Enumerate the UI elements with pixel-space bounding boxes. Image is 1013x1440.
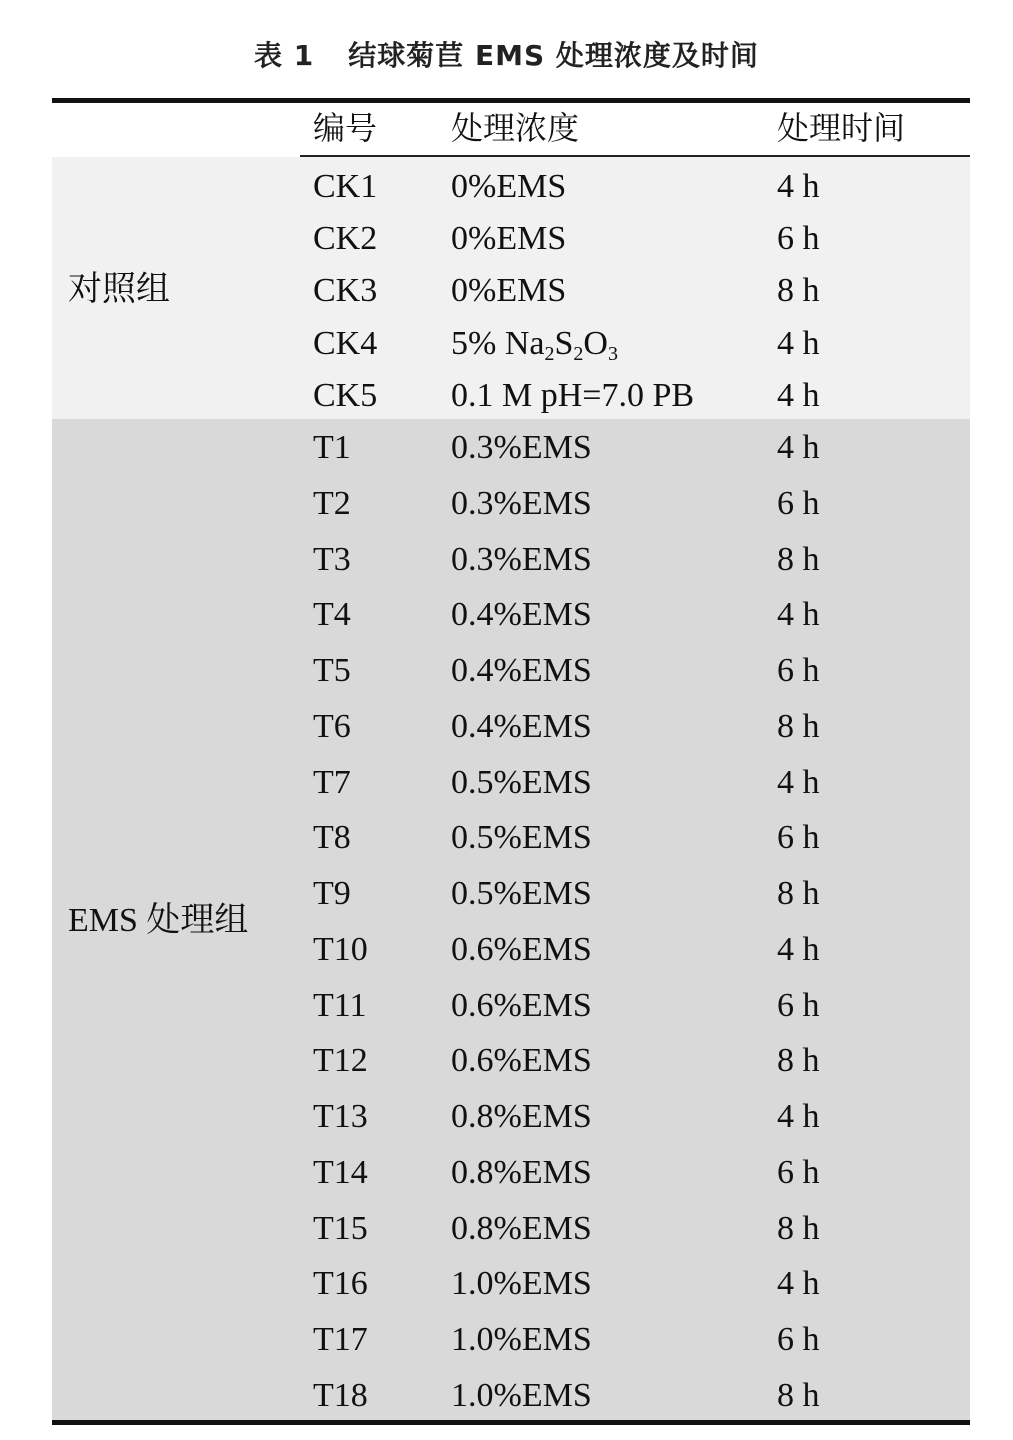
header-concentration: 处理浓度: [451, 109, 580, 147]
row-time: 8 h: [777, 708, 820, 745]
row-id: CK1: [313, 168, 378, 205]
row-id: T8: [313, 819, 351, 856]
row-time: 4 h: [777, 429, 820, 466]
row-id: T17: [313, 1321, 368, 1358]
row-concentration: 0.6%EMS: [451, 987, 592, 1024]
header-id: 编号: [313, 109, 378, 147]
row-time: 4 h: [777, 325, 820, 362]
row-id: T10: [313, 931, 368, 968]
row-time: 4 h: [777, 931, 820, 968]
row-time: 6 h: [777, 987, 820, 1024]
row-time: 6 h: [777, 485, 820, 522]
row-time: 8 h: [777, 541, 820, 578]
row-concentration: 0%EMS: [451, 272, 567, 309]
row-concentration: 0%EMS: [451, 220, 567, 257]
row-id: T4: [313, 596, 351, 633]
row-concentration: 0.3%EMS: [451, 429, 592, 466]
row-time: 8 h: [777, 1377, 820, 1414]
row-time: 6 h: [777, 220, 820, 257]
row-time: 8 h: [777, 875, 820, 912]
row-time: 4 h: [777, 1098, 820, 1135]
row-time: 8 h: [777, 1042, 820, 1079]
row-time: 8 h: [777, 272, 820, 309]
row-id: CK5: [313, 377, 378, 414]
row-concentration: 1.0%EMS: [451, 1321, 592, 1358]
row-time: 6 h: [777, 1154, 820, 1191]
table-title: 结球菊苣 EMS 处理浓度及时间: [348, 39, 759, 72]
row-id: T11: [313, 987, 367, 1024]
table-caption: [0, 34, 1013, 74]
row-time: 6 h: [777, 819, 820, 856]
row-id: CK2: [313, 220, 378, 257]
row-id: T14: [313, 1154, 368, 1191]
row-concentration: 0.4%EMS: [451, 596, 592, 633]
row-time: 4 h: [777, 168, 820, 205]
row-concentration: 0.5%EMS: [451, 764, 592, 801]
row-concentration: 0.3%EMS: [451, 485, 592, 522]
row-concentration: 0.8%EMS: [451, 1098, 592, 1135]
row-concentration: 0.6%EMS: [451, 1042, 592, 1079]
row-time: 6 h: [777, 1321, 820, 1358]
header-time: 处理时间: [777, 109, 906, 147]
row-time: 6 h: [777, 652, 820, 689]
row-concentration: 1.0%EMS: [451, 1265, 592, 1302]
row-id: T5: [313, 652, 351, 689]
row-id: T3: [313, 541, 351, 578]
row-concentration: 0.4%EMS: [451, 708, 592, 745]
group-label: 对照组: [68, 271, 170, 308]
row-time: 8 h: [777, 1210, 820, 1247]
row-id: T2: [313, 485, 351, 522]
row-id: T16: [313, 1265, 368, 1302]
row-time: 4 h: [777, 596, 820, 633]
row-id: T12: [313, 1042, 368, 1079]
row-concentration: 5% $Na_2S_2O_3$: [451, 325, 618, 365]
group-label: EMS 处理组: [68, 902, 249, 939]
table-number: 表 1: [254, 39, 315, 72]
row-id: T6: [313, 708, 351, 745]
bottom-rule: [52, 1420, 970, 1425]
row-id: T7: [313, 764, 351, 801]
row-id: T15: [313, 1210, 368, 1247]
row-id: T18: [313, 1377, 368, 1414]
row-time: 4 h: [777, 1265, 820, 1302]
row-id: T13: [313, 1098, 368, 1135]
row-concentration: 0.8%EMS: [451, 1154, 592, 1191]
row-concentration: 0.8%EMS: [451, 1210, 592, 1247]
row-concentration: 0.6%EMS: [451, 931, 592, 968]
row-id: T9: [313, 875, 351, 912]
top-rule: [52, 98, 970, 103]
row-time: 4 h: [777, 764, 820, 801]
row-id: CK3: [313, 272, 378, 309]
row-concentration: 0%EMS: [451, 168, 567, 205]
row-id: T1: [313, 429, 351, 466]
row-time: 4 h: [777, 377, 820, 414]
row-concentration: 0.5%EMS: [451, 819, 592, 856]
row-concentration: 0.5%EMS: [451, 875, 592, 912]
row-concentration: 0.1 M pH=7.0 PB: [451, 377, 695, 414]
row-concentration: 1.0%EMS: [451, 1377, 592, 1414]
row-concentration: 0.4%EMS: [451, 652, 592, 689]
row-id: CK4: [313, 325, 378, 362]
row-concentration: 0.3%EMS: [451, 541, 592, 578]
